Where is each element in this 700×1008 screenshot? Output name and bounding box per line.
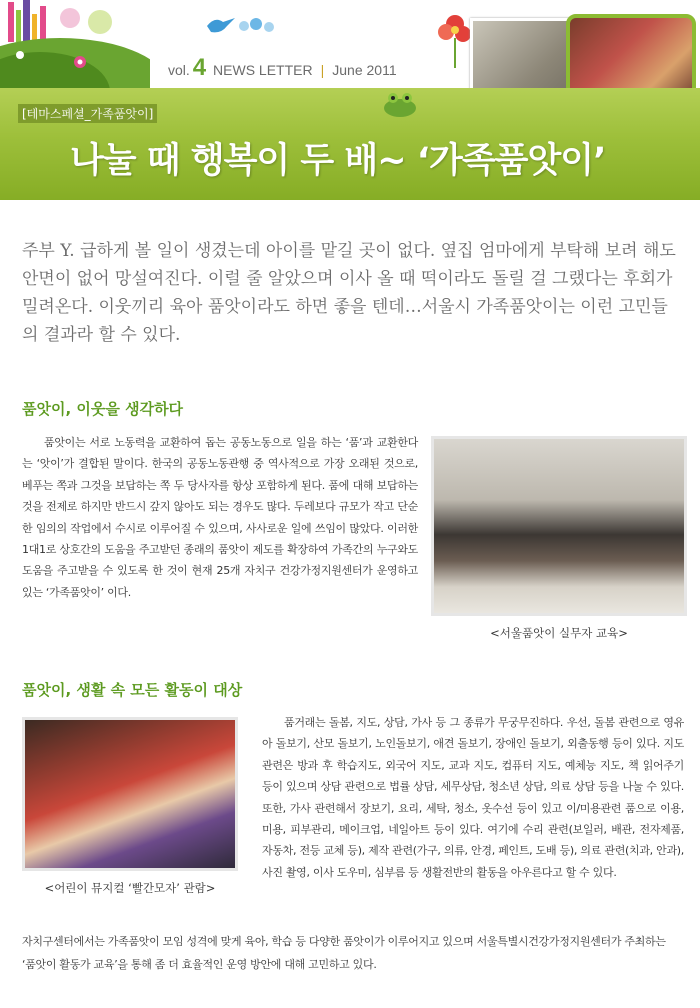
vol-number: 4 bbox=[192, 54, 207, 81]
section1-title: 품앗이, 이웃을 생각하다 bbox=[22, 400, 184, 418]
masthead bbox=[168, 54, 397, 82]
masthead-divider: | bbox=[320, 62, 325, 78]
section2-body: 품거래는 돌봄, 지도, 상담, 가사 등 그 종류가 무궁무진하다. 우선, 돌봄 관련으로 영유아 돌보기, 산모 돌보기, 노인돌보기, 애견 돌보기, 장애인 돌보기, 외출동행 등이 있다. 지도 관련은 방과 후 학습지도, 외국어 지도, 교과 지도, 컴퓨터 지도, 예체능 지도, 책 읽어주기 등이 있으며 상담 관련으로 법률 상담, 세무상담, 청소년 상담, 의료 상담 등을 나눌 수 있다. 또한, 가사 관련해서 장보기, 요리, 세탁, 청소, 옷수선 등이 있고 이/미용관련 품으로 이용, 미용, 피부관리, 메이크업, 네일아트 등이 있다. 여기에 수리 관련(보일러, 배관, 전자제품, 자동차, 전등 교체 등), 제작 관련(가구, 의류, 안경, 페인트, 도배 등), 의료 관련(치과, 안과), 사진 촬영, 이사 도우미, 심부름 등 생활전반의 활동을 아우른다고 할 수 있다. bbox=[262, 716, 684, 879]
section-tag: [테마스페셜_가족품앗이] bbox=[18, 104, 157, 123]
page-title: 나눌 때 행복이 두 배~ ‘가족품앗이’ bbox=[70, 141, 606, 181]
hill-illustration bbox=[0, 0, 150, 88]
newsletter-label: NEWS LETTER bbox=[213, 62, 313, 78]
section1-body: 품앗이는 서로 노동력을 교환하여 돕는 공동노동으로 일을 하는 ‘품’과 교환한다는 ‘앗이’가 결합된 말이다. 한국의 공동노동관행 중 역사적으로 가장 오래된 것으로, 베푸는 쪽과 그것을 보답하는 쪽 두 당사자를 항상 포함하게 된다. 품에 대해 보답하는 것을 전제로 하지만 반드시 갚지 않아도 되는 경우도 많다. 두레보다 규모가 작고 단순한 임의의 작업에서 수시로 이루어질 수 있으며, 사사로운 일에 쓰임이 많았다. 이러한 1대1로 상호간의 도움을 주고받던 종래의 품앗이 제도를 확장하여 가족간의 누구와도 도움을 주고받을 수 있도록 한 것이 현재 25개 자치구 건강가정지원센터가 운영하고 있는 ‘가족품앗이’ 이다. bbox=[22, 436, 418, 599]
section2-title: 품앗이, 생활 속 모든 활동이 대상 bbox=[22, 681, 243, 699]
lead-paragraph: 주부 Y. 급하게 볼 일이 생겼는데 아이를 맡길 곳이 없다. 옆집 엄마에게 부탁해 보려 해도 안면이 없어 망설여진다. 이럴 줄 알았으며 이사 올 때 떡이라도 돌릴 걸 그랬다는 후회가 밀려온다. 이웃끼리 육아 품앗이라도 하면 좋을 텐데…서울시 가족품앗이는 이런 고민들의 결과라 할 수 있다. bbox=[22, 241, 676, 345]
staff-training-photo bbox=[431, 436, 687, 616]
section1-photo-caption: <서울품앗이 실무자 교육> bbox=[490, 626, 628, 640]
section2-photo-caption: <어린이 뮤지컬 ‘빨간모자’ 관람> bbox=[44, 881, 216, 895]
issue-date: June 2011 bbox=[332, 62, 397, 78]
musical-photo bbox=[22, 717, 238, 871]
newsletter-header bbox=[0, 0, 700, 88]
bird-icon bbox=[205, 14, 237, 36]
frog-icon bbox=[380, 88, 420, 118]
closing-paragraph: 자치구센터에서는 가족품앗이 모임 성격에 맞게 육아, 학습 등 다양한 품앗이가 이루어지고 있으며 서울특별시건강가정지원센터가 주최하는 ‘품앗이 활동가 교육’을 통해 좀 더 효율적인 운영 방안에 대해 고민하고 있다. bbox=[22, 935, 666, 971]
vol-label: vol. bbox=[168, 62, 190, 78]
raindrop-icon bbox=[238, 16, 278, 36]
